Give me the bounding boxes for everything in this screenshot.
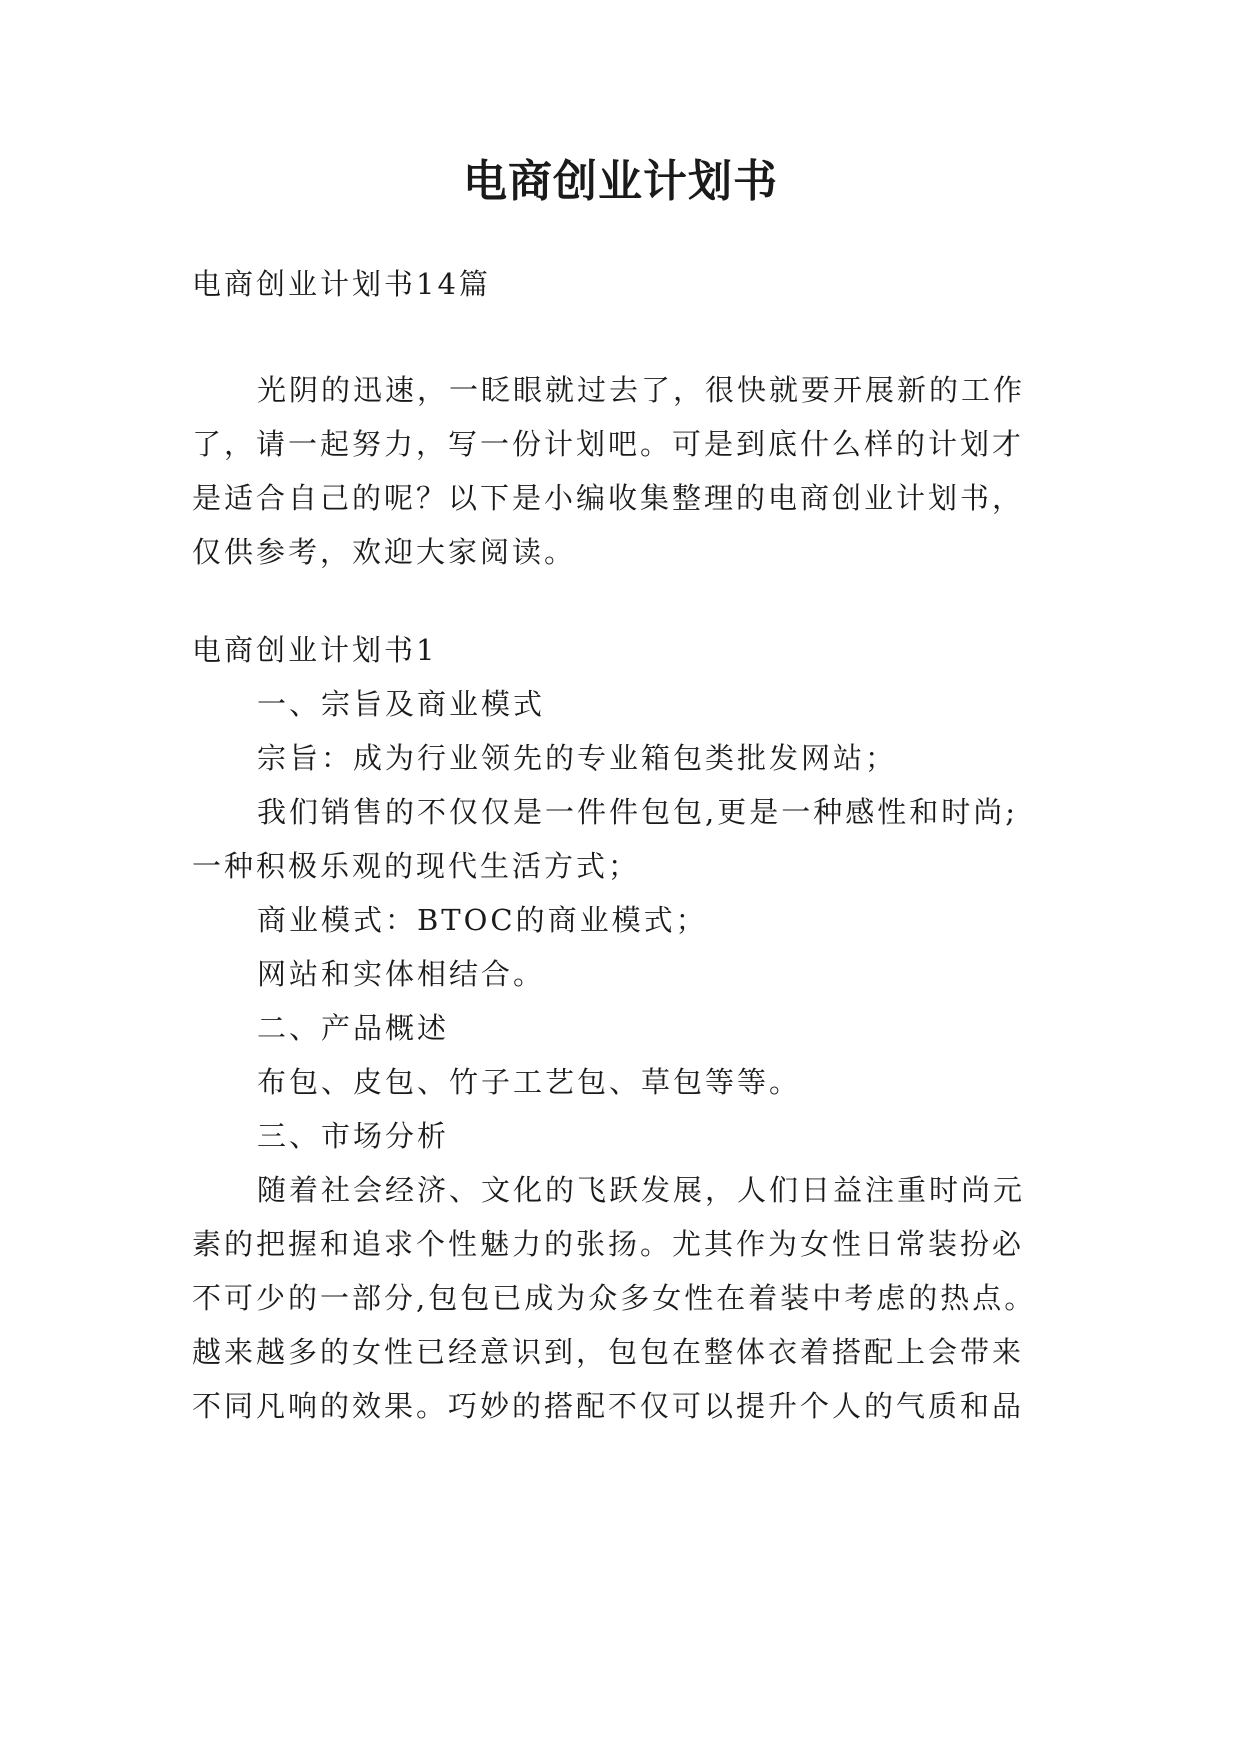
body-line: 素的把握和追求个性魅力的张扬。尤其作为女性日常装扮必 [192, 1227, 1025, 1261]
body-line: 商业模式：BTOC的商业模式； [257, 903, 708, 937]
intro-line: 了，请一起努力，写一份计划吧。可是到底什么样的计划才 [192, 427, 1025, 461]
body-line: 宗旨：成为行业领先的专业箱包类批发网站； [257, 741, 898, 775]
body-line: 不同凡响的效果。巧妙的搭配不仅可以提升个人的气质和品 [192, 1389, 1025, 1423]
document-subtitle: 电商创业计划书14篇 [192, 267, 491, 301]
body-line: 布包、皮包、竹子工艺包、草包等等。 [257, 1065, 802, 1099]
document-title: 电商创业计划书 [463, 156, 778, 207]
body-line: 越来越多的女性已经意识到，包包在整体衣着搭配上会带来 [192, 1335, 1025, 1369]
body-line: 一种积极乐观的现代生活方式； [192, 849, 641, 883]
intro-line: 仅供参考，欢迎大家阅读。 [192, 535, 577, 569]
body-line: 二、产品概述 [257, 1011, 450, 1045]
body-line: 三、市场分析 [257, 1119, 450, 1153]
body-line: 网站和实体相结合。 [257, 957, 546, 991]
body-line: 随着社会经济、文化的飞跃发展，人们日益注重时尚元 [257, 1173, 1026, 1207]
section-heading: 电商创业计划书1 [192, 633, 438, 667]
intro-line: 光阴的迅速，一眨眼就过去了，很快就要开展新的工作 [257, 373, 1026, 407]
body-line: 一、宗旨及商业模式 [257, 687, 546, 721]
body-line: 我们销售的不仅仅是一件件包包,更是一种感性和时尚; [257, 795, 1018, 829]
body-line: 不可少的一部分,包包已成为众多女性在着装中考虑的热点。 [192, 1281, 1037, 1315]
intro-line: 是适合自己的呢？以下是小编收集整理的电商创业计划书， [192, 481, 1025, 515]
